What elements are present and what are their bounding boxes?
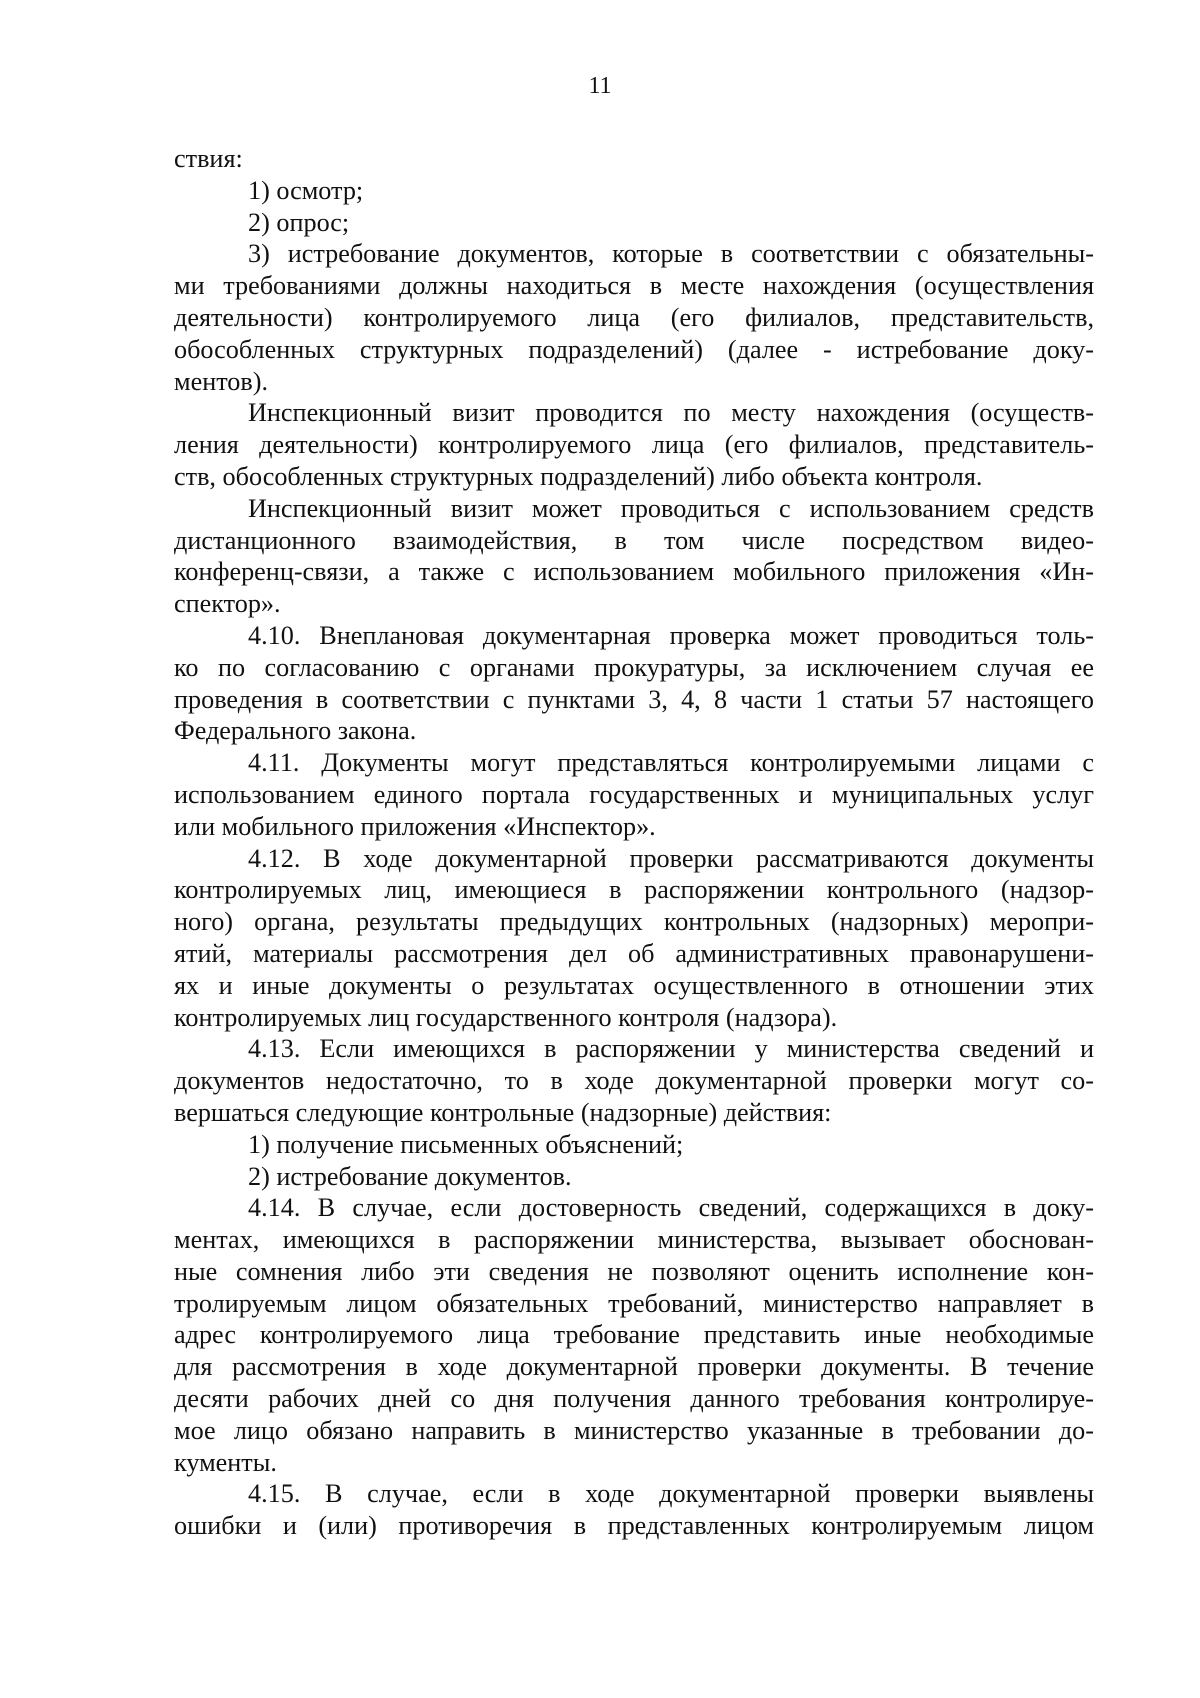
text-line: ошибки и (или) противоречия в представленных контролируемым лицом <box>174 1511 1094 1541</box>
page-number: 11 <box>588 73 612 99</box>
text-line: 1) получение письменных объяснений; <box>248 1129 684 1159</box>
text-line: 4.10. Внеплановая документарная проверка может проводиться толь- <box>248 620 1094 650</box>
text-line: мое лицо обязано направить в министерство указанные в требовании до- <box>174 1415 1094 1445</box>
text-line: Федерального закона. <box>174 716 417 746</box>
text-line: дистанционного взаимодействия, в том числе посредством видео- <box>174 525 1094 555</box>
text-line: использованием единого портала государственных и муниципальных услуг <box>174 779 1094 809</box>
text-line: 4.11. Документы могут представляться контролируемыми лицами с <box>248 748 1094 778</box>
text-line: ные сомнения либо эти сведения не позволяют оценить исполнение кон- <box>174 1256 1094 1286</box>
text-line: вершаться следующие контрольные (надзорные) действия: <box>174 1097 832 1127</box>
text-line: ментах, имеющихся в распоряжении министерства, вызывает обоснован- <box>174 1225 1094 1255</box>
text-line: обособленных структурных подразделений) (далее - истребование доку- <box>174 334 1094 364</box>
text-line: ного) органа, результаты предыдущих контрольных (надзорных) меропри- <box>174 907 1094 937</box>
text-line: 4.13. Если имеющихся в распоряжении у министерства сведений и <box>248 1034 1094 1064</box>
text-line: ми требованиями должны находиться в месте нахождения (осуществления <box>174 271 1094 301</box>
text-line: ко по согласованию с органами прокуратуры, за исключением случая ее <box>174 652 1094 682</box>
text-line: ления деятельности) контролируемого лица (его филиалов, представитель- <box>174 430 1094 460</box>
text-line: проведения в соответствии с пунктами 3, 4, 8 части 1 статьи 57 настоящего <box>174 684 1094 714</box>
text-line: кументы. <box>174 1447 277 1477</box>
text-line: ментов). <box>174 366 269 396</box>
text-line: десяти рабочих дней со дня получения данного требования контролируе- <box>174 1384 1094 1414</box>
text-line: 2) опрос; <box>248 207 350 237</box>
text-line: ях и иные документы о результатах осуществленного в отношении этих <box>174 970 1094 1000</box>
text-line: 2) истребование документов. <box>248 1161 572 1191</box>
text-line: Инспекционный визит может проводиться с использованием средств <box>248 493 1094 523</box>
text-line: тролируемым лицом обязательных требований, министерство направляет в <box>174 1288 1094 1318</box>
text-line: контролируемых лиц, имеющиеся в распоряжении контрольного (надзор- <box>174 875 1094 905</box>
text-line: ствия: <box>174 144 243 173</box>
text-line: ятий, материалы рассмотрения дел об административных правонарушени- <box>174 938 1094 968</box>
text-line: контролируемых лиц государственного контроля (надзора). <box>174 1002 838 1032</box>
text-line: документов недостаточно, то в ходе документарной проверки могут со- <box>174 1066 1094 1096</box>
text-line: конференц-связи, а также с использованием мобильного приложения «Ин- <box>174 557 1094 587</box>
text-line: спектор». <box>174 589 281 619</box>
text-line: или мобильного приложения «Инспектор». <box>174 811 656 841</box>
text-line: адрес контролируемого лица требование представить иные необходимые <box>174 1320 1094 1350</box>
text-line: 3) истребование документов, которые в соответствии с обязательны- <box>248 239 1094 269</box>
text-line: 4.12. В ходе документарной проверки рассматриваются документы <box>248 843 1094 873</box>
text-line: для рассмотрения в ходе документарной проверки документы. В течение <box>174 1352 1094 1382</box>
text-line: Инспекционный визит проводится по месту нахождения (осуществ- <box>248 398 1094 428</box>
text-line: ств, обособленных структурных подразделений) либо объекта контроля. <box>174 461 983 491</box>
text-line: 4.15. В случае, если в ходе документарной проверки выявлены <box>248 1479 1094 1509</box>
text-line: 4.14. В случае, если достоверность сведений, содержащихся в доку- <box>248 1193 1094 1223</box>
text-line: 1) осмотр; <box>248 175 364 205</box>
document-body <box>174 143 1094 1542</box>
text-line: деятельности) контролируемого лица (его филиалов, представительств, <box>174 302 1094 332</box>
